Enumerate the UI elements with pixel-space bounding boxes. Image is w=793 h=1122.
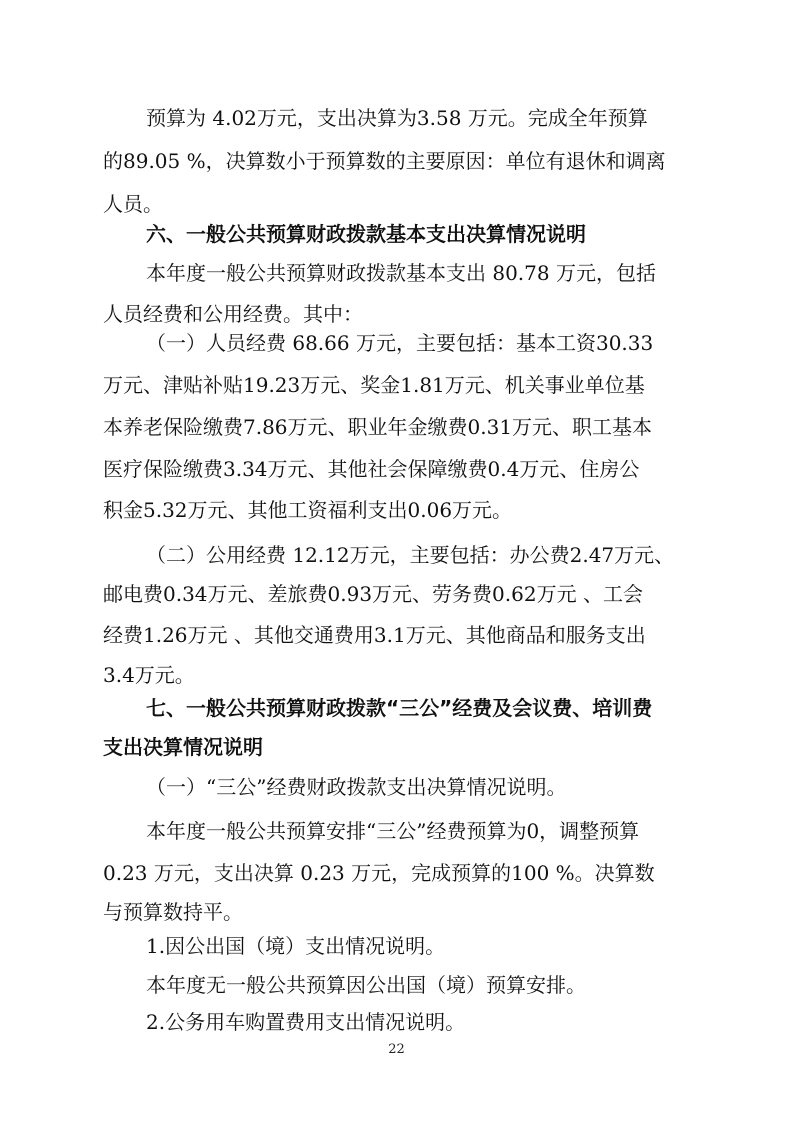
text-line: 3.4万元。 (103, 663, 195, 687)
text-line: 人员。 (103, 192, 163, 216)
section-heading: 七、一般公共预算财政拨款“三公”经费及会议费、培训费 (146, 696, 653, 720)
text-line: （一）“三公”经费财政拨款支出决算情况说明。 (146, 775, 567, 799)
text-line: 1.因公出国（境）支出情况说明。 (146, 934, 446, 958)
page-number: 22 (388, 1042, 405, 1057)
text-line: 经费1.26万元 、其他交通费用3.1万元、其他商品和服务支出 (103, 623, 646, 647)
section-heading: 六、一般公共预算财政拨款基本支出决算情况说明 (146, 222, 586, 246)
text-line: 本养老保险缴费7.86万元、职业年金缴费0.31万元、职工基本 (103, 415, 653, 439)
text-line: 与预算数持平。 (103, 900, 243, 924)
text-line: 2.公务用车购置费用支出情况说明。 (146, 1010, 466, 1034)
text-line: 积金5.32万元、其他工资福利支出0.06万元。 (103, 498, 513, 522)
text-line: 本年度一般公共预算安排“三公”经费预算为0，调整预算 (146, 819, 640, 843)
text-line: 0.23 万元，支出决算 0.23 万元，完成预算的100 %。决算数 (103, 861, 655, 885)
text-line: 的89.05 %，决算数小于预算数的主要原因：单位有退休和调离 (103, 149, 666, 173)
text-line: 邮电费0.34万元、差旅费0.93万元、劳务费0.62万元 、工会 (103, 582, 643, 606)
text-line: 医疗保险缴费3.34万元、其他社会保障缴费0.4万元、住房公 (103, 457, 640, 481)
text-line: 本年度无一般公共预算因公出国（境）预算安排。 (146, 973, 586, 997)
text-line: （二）公用经费 12.12万元，主要包括：办公费2.47万元、 (146, 543, 675, 567)
text-line: 人员经费和公用经费。其中： (103, 302, 363, 326)
text-line: 本年度一般公共预算财政拨款基本支出 80.78 万元，包括 (146, 261, 656, 285)
text-line: （一）人员经费 68.66 万元，主要包括：基本工资30.33 (146, 331, 654, 355)
section-heading: 支出决算情况说明 (103, 735, 263, 759)
text-line: 预算为 4.02万元，支出决算为3.58 万元。完成全年预算 (146, 106, 648, 130)
text-line: 万元、津贴补贴19.23万元、奖金1.81万元、机关事业单位基 (103, 373, 645, 397)
